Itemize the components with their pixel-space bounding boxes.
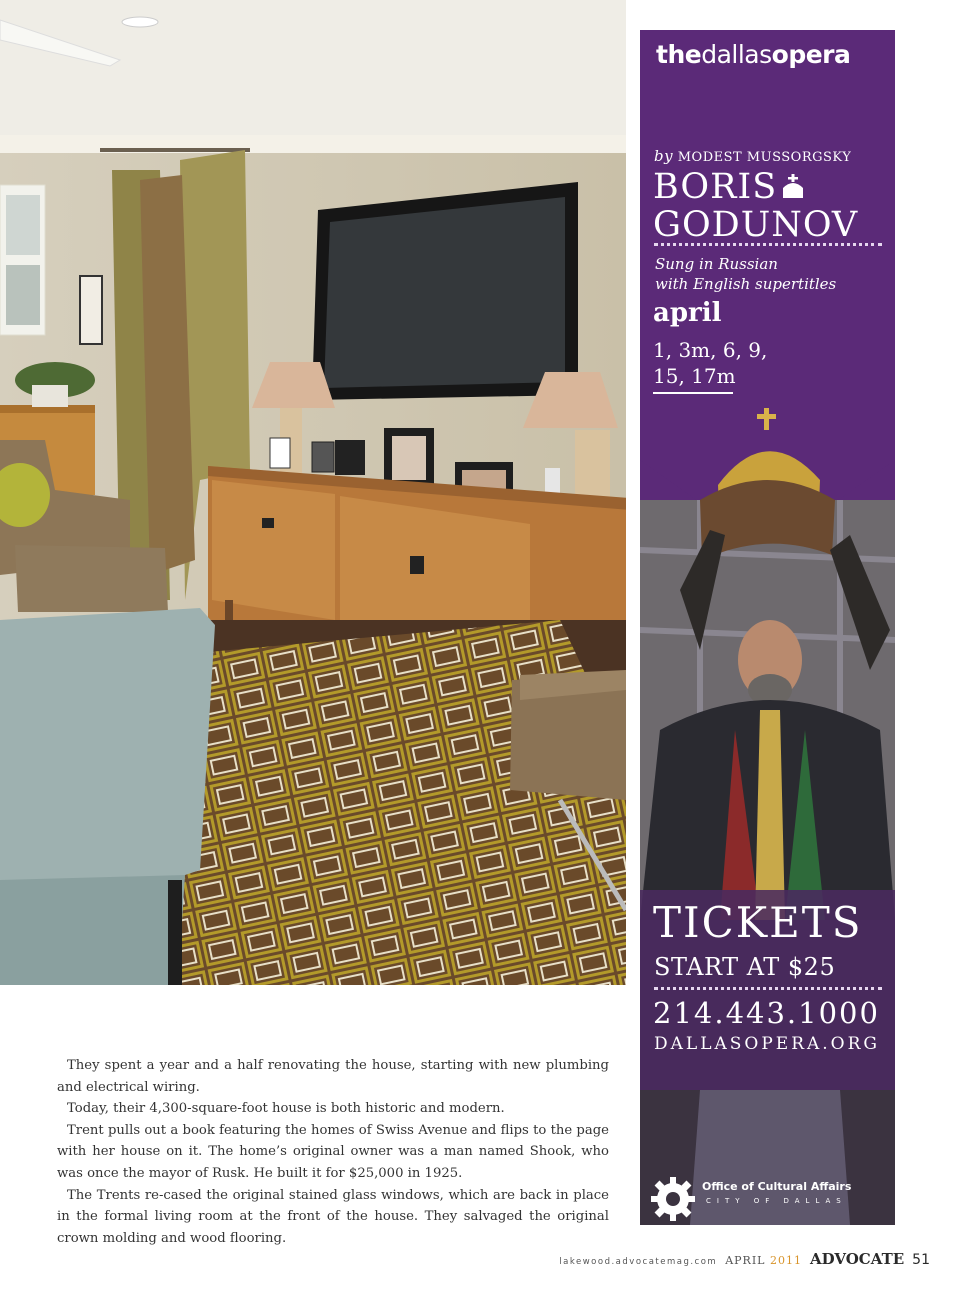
article-paragraph: Trent pulls out a book featuring the homes of Swiss Avenue and flips to the page with her house on it. The home’s original owner was a man named Shook, who was once the mayor of Rusk. He built it for $25,000 in 1925. bbox=[57, 1122, 609, 1181]
performance-dates bbox=[653, 337, 767, 389]
ticket-start-price: START AT $25 bbox=[654, 953, 836, 981]
logo-text-opera: opera bbox=[771, 40, 851, 69]
sponsor-name: Office of Cultural Affairs bbox=[702, 1180, 852, 1193]
performance-month: april bbox=[653, 298, 722, 328]
crown-icon bbox=[781, 174, 805, 200]
title-line-2: GODUNOV bbox=[653, 205, 859, 245]
subtitle-line-1: Sung in Russian bbox=[655, 255, 778, 273]
box-office-phone[interactable]: 214.443.1000 bbox=[653, 996, 880, 1030]
footer-month: APRIL bbox=[725, 1254, 766, 1267]
article-paragraph: They spent a year and a half renovating the house, starting with new plumbing and electrical wiring. bbox=[57, 1058, 609, 1095]
living-room-illustration bbox=[0, 0, 626, 985]
dotted-divider bbox=[654, 987, 882, 990]
by-prefix: by bbox=[654, 147, 674, 165]
opera-subtitle bbox=[655, 254, 836, 294]
sponsor-city: CITY OF DALLAS bbox=[706, 1197, 847, 1205]
dotted-divider bbox=[654, 243, 882, 246]
dates-underline bbox=[653, 392, 733, 394]
footer-year: 2011 bbox=[769, 1254, 802, 1267]
dates-line-1: 1, 3m, 6, 9, bbox=[653, 338, 768, 362]
title-line-1: BORIS bbox=[653, 167, 778, 207]
article-body bbox=[57, 1055, 609, 1249]
footer-issue-date bbox=[725, 1254, 802, 1267]
footer-website[interactable]: lakewood.advocatemag.com bbox=[559, 1257, 718, 1267]
logo-text-dallas: dallas bbox=[701, 40, 772, 69]
page-footer bbox=[559, 1250, 930, 1268]
opera-title bbox=[653, 168, 858, 244]
page-number: 51 bbox=[912, 1252, 930, 1268]
living-room-photo bbox=[0, 0, 626, 985]
dallas-opera-ad[interactable] bbox=[640, 30, 895, 1225]
composer-credit bbox=[654, 147, 851, 165]
opera-website-link[interactable]: DALLASOPERA.ORG bbox=[654, 1034, 880, 1054]
subtitle-line-2: with English supertitles bbox=[655, 275, 837, 293]
composer-name: MODEST MUSSORGSKY bbox=[677, 150, 852, 165]
logo-text-the: the bbox=[656, 40, 702, 69]
article-paragraph: Today, their 4,300-square-foot house is both historic and modern. bbox=[67, 1101, 505, 1117]
advocate-logo: ADVOCATE bbox=[809, 1250, 905, 1268]
tickets-heading: TICKETS bbox=[653, 898, 863, 947]
gear-icon bbox=[650, 1176, 696, 1222]
dates-line-2: 15, 17m bbox=[653, 364, 736, 388]
dallas-opera-logo bbox=[656, 40, 850, 69]
article-paragraph: The Trents re-cased the original stained glass windows, which are back in place in the formal living room at the front of the house. They salvaged the original crown molding and wood flooring. bbox=[57, 1187, 609, 1246]
